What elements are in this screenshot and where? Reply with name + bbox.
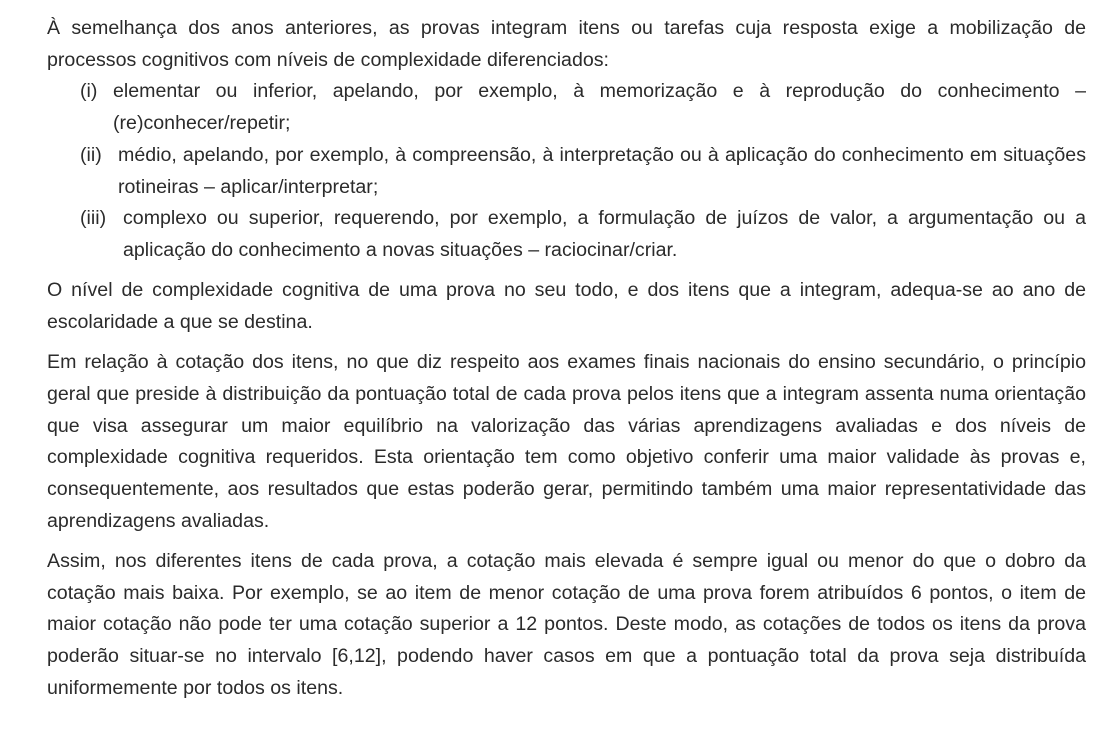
- list-item-marker: (i): [80, 80, 98, 103]
- paragraph-item-scoring: Em relação à cotação dos itens, no que diz respeito aos exames finais nacionais do ensino secundário, o princípio geral que preside à distribuição da pontuação total de cada prova pelos itens que a integram assenta numa orientação que visa assegurar um maior equilíbrio na valorização das várias aprendizagens avaliadas e dos níveis de complexidade cognitiva requeridos. Esta orientação tem como objetivo conferir uma maior validade às provas e, consequentemente, aos resultados que estas poderão gerar, permitindo também uma maior representatividade das aprendizagens avaliadas.: [47, 351, 1086, 532]
- list-item: [80, 140, 1086, 203]
- list-item-text: elementar ou inferior, apelando, por exemplo, à memorização e à reprodução do conhecimento – (re)conhecer/repetir;: [113, 80, 1086, 135]
- list-item-marker: (iii): [80, 207, 107, 230]
- paragraph-complexity-level: O nível de complexidade cognitiva de uma prova no seu todo, e dos itens que a integram, adequa-se ao ano de escolaridade a que se destina.: [47, 279, 1086, 333]
- list-item: [80, 203, 1086, 266]
- list-item-text: médio, apelando, por exemplo, à compreensão, à interpretação ou à aplicação do conhecimento em situações rotineiras – aplicar/interpretar;: [118, 143, 1086, 198]
- complexity-levels-list: [47, 76, 1086, 266]
- list-item-marker: (ii): [80, 143, 102, 166]
- document-body: [47, 13, 1086, 705]
- list-item-text: complexo ou superior, requerendo, por exemplo, a formulação de juízos de valor, a argumentação ou a aplicação do conhecimento a novas situações – raciocinar/criar.: [123, 207, 1086, 261]
- intro-paragraph: À semelhança dos anos anteriores, as provas integram itens ou tarefas cuja resposta exige a mobilização de processos cognitivos com níveis de complexidade diferenciados:: [47, 17, 1086, 71]
- list-item: [80, 76, 1086, 139]
- paragraph-scoring-example: Assim, nos diferentes itens de cada prova, a cotação mais elevada é sempre igual ou menor do que o dobro da cotação mais baixa. Por exemplo, se ao item de menor cotação de uma prova forem atribuídos 6 pontos, o item de maior cotação não pode ter uma cotação superior a 12 pontos. Deste modo, as cotações de todos os itens da prova poderão situar-se no intervalo [6,12], podendo haver casos em que a pontuação total da prova seja distribuída uniformemente por todos os itens.: [47, 550, 1086, 699]
